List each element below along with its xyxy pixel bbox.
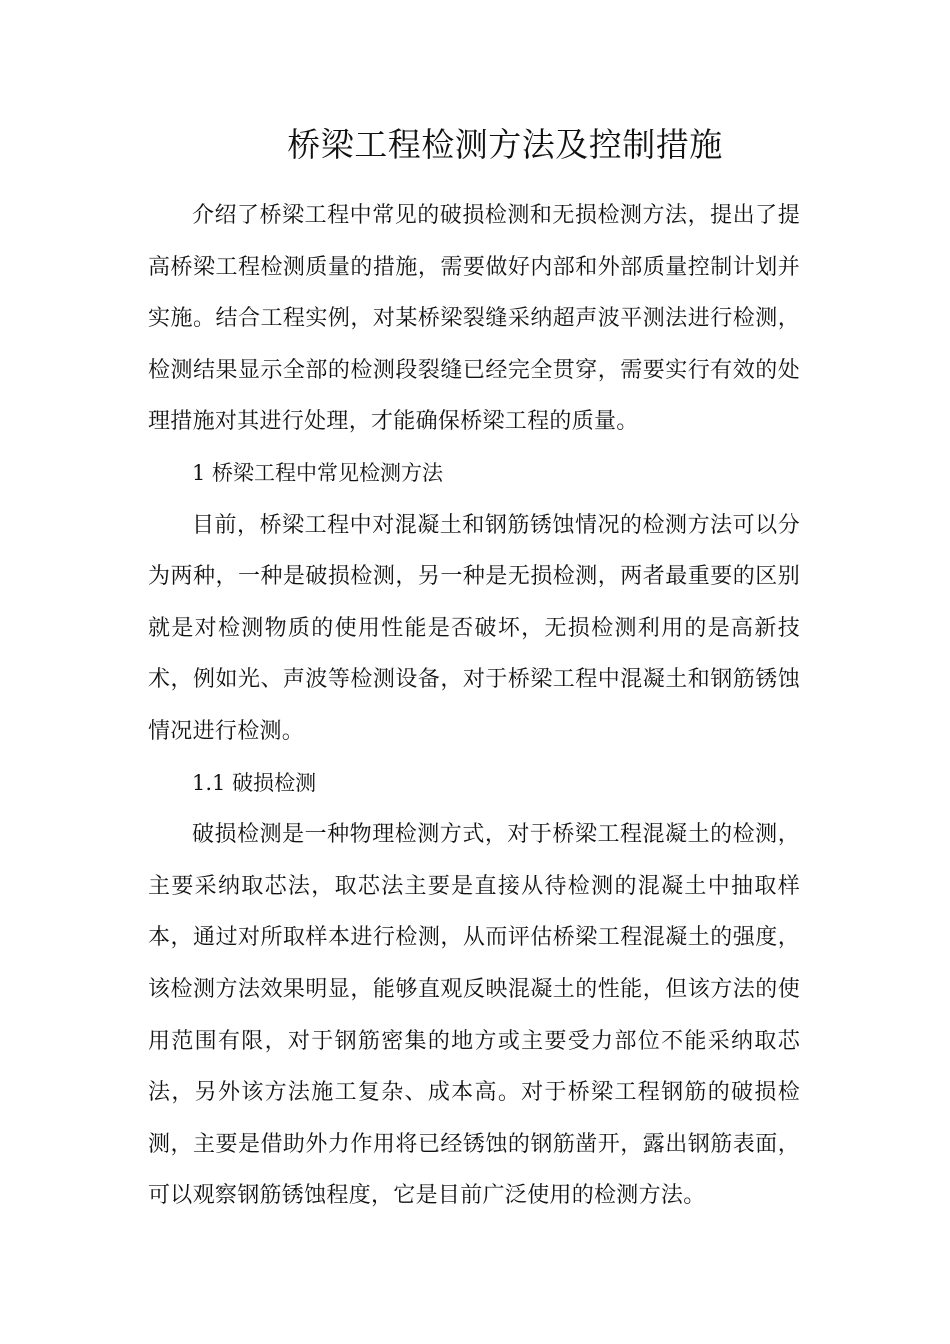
document-body xyxy=(148,190,800,1222)
abstract-paragraph: 介绍了桥梁工程中常见的破损检测和无损检测方法，提出了提高桥梁工程检测质量的措施，需要做好内部和外部质量控制计划并实施。结合工程实例，对某桥梁裂缝采纳超声波平测法进行检测，检测结果显示全部的检测段裂缝已经完全贯穿，需要实行有效的处理措施对其进行处理，才能确保桥梁工程的质量。 xyxy=(148,203,800,435)
section-1-paragraph: 目前，桥梁工程中对混凝土和钢筋锈蚀情况的检测方法可以分为两种，一种是破损检测，另一种是无损检测，两者最重要的区别就是对检测物质的使用性能是否破坏，无损检测利用的是高新技术，例如光、声波等检测设备，对于桥梁工程中混凝土和钢筋锈蚀情况进行检测。 xyxy=(148,512,800,744)
section-1-1-paragraph: 破损检测是一种物理检测方式，对于桥梁工程混凝土的检测，主要采纳取芯法，取芯法主要是直接从待检测的混凝土中抽取样本，通过对所取样本进行检测，从而评估桥梁工程混凝土的强度，该检测方法效果明显，能够直观反映混凝土的性能，但该方法的使用范围有限，对于钢筋密集的地方或主要受力部位不能采纳取芯法，另外该方法施工复杂、成本高。对于桥梁工程钢筋的破损检测，主要是借助外力作用将已经锈蚀的钢筋凿开，露出钢筋表面，可以观察钢筋锈蚀程度，它是目前广泛使用的检测方法。 xyxy=(148,822,800,1209)
section-heading-1-1: 1.1 破损检测 xyxy=(192,770,317,795)
document-title: 桥梁工程检测方法及控制措施 xyxy=(287,125,723,164)
section-heading-1: 1 桥梁工程中常见检测方法 xyxy=(192,460,444,485)
